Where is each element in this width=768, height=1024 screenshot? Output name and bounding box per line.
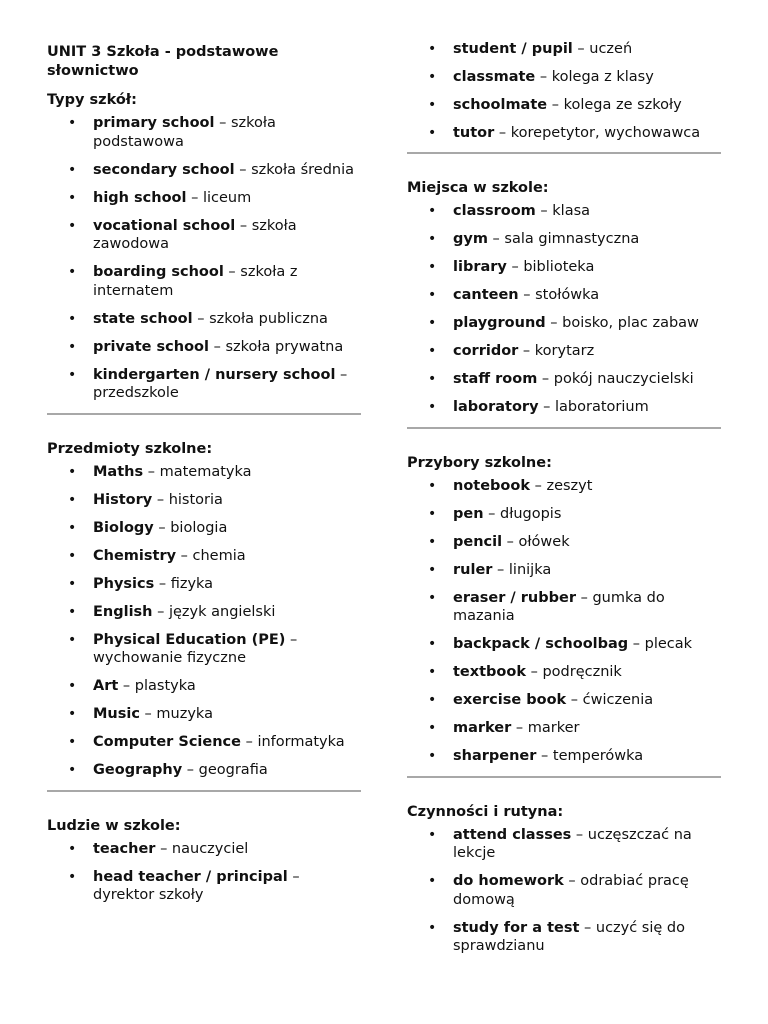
- vocab-translation: – ćwiczenia: [566, 692, 654, 708]
- vocab-term: Physical Education (PE): [93, 631, 286, 648]
- section-people: [47, 817, 361, 905]
- vocab-item: [407, 826, 721, 863]
- vocab-item: [407, 96, 721, 115]
- section-divider: [407, 427, 721, 429]
- vocab-translation: – szkoła podstawowa: [93, 115, 276, 150]
- vocab-list: [407, 202, 721, 417]
- vocab-term: canteen: [453, 287, 519, 303]
- vocab-term: corridor: [453, 343, 519, 359]
- left-column: [47, 40, 361, 914]
- vocab-term: English: [93, 603, 153, 620]
- vocab-item: [407, 314, 721, 333]
- vocab-translation: – szkoła publiczna: [192, 310, 328, 327]
- vocab-item: [407, 477, 721, 496]
- vocab-item: [47, 189, 361, 208]
- section-divider: [47, 790, 361, 792]
- vocab-item: [47, 114, 361, 151]
- vocab-translation: – podręcznik: [526, 664, 622, 680]
- vocab-term: student / pupil: [453, 41, 573, 57]
- vocab-item: [407, 533, 721, 552]
- vocab-translation: – gumka do mazania: [453, 589, 665, 624]
- vocab-item: [407, 635, 721, 654]
- section-title: Miejsca w szkole:: [407, 180, 549, 196]
- vocab-term: Geography: [93, 762, 183, 778]
- vocab-term: do homework: [453, 873, 564, 889]
- vocab-term: primary school: [93, 115, 215, 131]
- section-divider: [407, 776, 721, 778]
- vocab-translation: – biblioteka: [506, 259, 595, 275]
- vocab-translation: – fizyka: [154, 575, 214, 592]
- vocab-term: Maths: [93, 463, 144, 480]
- vocab-term: eraser / rubber: [453, 589, 576, 606]
- section-title: Ludzie w szkole:: [47, 817, 181, 834]
- vocab-term: ruler: [453, 561, 493, 578]
- vocab-term: head teacher / principal: [93, 868, 288, 885]
- vocab-translation: – zeszyt: [530, 477, 593, 494]
- vocab-item: [47, 366, 361, 403]
- vocab-translation: – liceum: [186, 189, 252, 206]
- vocab-term: library: [453, 259, 507, 275]
- vocab-term: state school: [93, 310, 193, 327]
- section-title: Przedmioty szkolne:: [47, 440, 213, 457]
- vocab-item: [47, 705, 361, 724]
- vocab-term: Music: [93, 706, 140, 722]
- vocab-item: [407, 286, 721, 305]
- section-places: [407, 179, 721, 417]
- vocab-term: classmate: [453, 69, 536, 85]
- vocab-translation: – ołówek: [502, 533, 570, 550]
- unit-title: UNIT 3 Szkoła - podstawowe słownictwo: [47, 44, 279, 79]
- vocab-translation: – pokój nauczycielski: [537, 371, 694, 387]
- vocab-translation: – historia: [152, 491, 223, 508]
- vocab-translation: – plecak: [628, 636, 693, 652]
- vocab-item: [47, 519, 361, 538]
- vocab-term: gym: [453, 231, 488, 247]
- vocab-item: [47, 840, 361, 859]
- section-title: Typy szkół:: [47, 92, 137, 108]
- vocab-term: Chemistry: [93, 547, 177, 564]
- vocab-term: high school: [93, 189, 187, 206]
- vocab-term: pen: [453, 505, 484, 522]
- vocab-translation: – geografia: [182, 762, 268, 778]
- vocab-translation: – odrabiać pracę domową: [453, 873, 689, 908]
- vocab-item: [47, 547, 361, 566]
- vocab-term: secondary school: [93, 161, 235, 178]
- vocab-translation: – klasa: [535, 203, 591, 219]
- vocab-term: textbook: [453, 664, 526, 680]
- vocab-item: [407, 202, 721, 221]
- vocab-translation: – kolega ze szkoły: [547, 97, 682, 113]
- vocab-item: [407, 719, 721, 738]
- vocab-item: [47, 677, 361, 696]
- vocab-term: staff room: [453, 371, 538, 387]
- vocab-item: [407, 342, 721, 361]
- vocab-term: kindergarten / nursery school: [93, 366, 336, 383]
- vocab-item: [47, 338, 361, 357]
- vocab-term: private school: [93, 338, 209, 355]
- vocab-translation: – kolega z klasy: [535, 69, 654, 85]
- vocab-item: [47, 310, 361, 329]
- vocab-item: [407, 589, 721, 626]
- section-routine: [407, 803, 721, 956]
- section-title: Czynności i rutyna:: [407, 803, 564, 820]
- vocab-item: [47, 161, 361, 180]
- vocab-item: [47, 631, 361, 668]
- vocab-translation: – boisko, plac zabaw: [545, 315, 699, 331]
- vocab-translation: – laboratorium: [538, 399, 649, 415]
- vocab-term: schoolmate: [453, 97, 548, 113]
- vocab-term: Computer Science: [93, 734, 241, 750]
- vocab-translation: – muzyka: [139, 706, 213, 722]
- vocab-translation: – uczęszczać na lekcje: [453, 826, 692, 861]
- section-divider: [407, 152, 721, 154]
- section-title: Przybory szkolne:: [407, 454, 552, 471]
- vocab-term: study for a test: [453, 919, 580, 936]
- vocab-item: [47, 761, 361, 780]
- vocab-translation: – sala gimnastyczna: [487, 231, 640, 247]
- vocab-item: [407, 872, 721, 909]
- vocab-item: [407, 747, 721, 766]
- vocab-translation: – uczeń: [572, 41, 633, 57]
- vocab-term: Art: [93, 678, 119, 694]
- vocab-item: [47, 217, 361, 254]
- vocab-translation: – język angielski: [152, 603, 276, 620]
- vocab-translation: – szkoła z internatem: [93, 264, 298, 299]
- vocab-term: Biology: [93, 519, 154, 536]
- vocab-item: [407, 663, 721, 682]
- vocab-item: [47, 263, 361, 300]
- vocab-item: [47, 463, 361, 482]
- vocab-translation: – korepetytor, wychowawca: [494, 125, 701, 141]
- vocab-item: [407, 40, 721, 59]
- vocab-translation: – korytarz: [518, 343, 595, 359]
- vocab-term: vocational school: [93, 217, 236, 234]
- vocab-list: [47, 463, 361, 780]
- vocab-translation: – chemia: [176, 547, 246, 564]
- vocab-term: notebook: [453, 477, 530, 494]
- vocab-item: [407, 370, 721, 389]
- vocab-translation: – temperówka: [536, 748, 644, 764]
- vocab-term: tutor: [453, 125, 495, 141]
- vocab-item: [47, 868, 361, 905]
- vocab-term: backpack / schoolbag: [453, 636, 629, 652]
- vocab-item: [407, 258, 721, 277]
- vocab-term: Physics: [93, 575, 155, 592]
- section-divider: [47, 413, 361, 415]
- vocab-translation: – dyrektor szkoły: [93, 868, 300, 903]
- vocab-item: [407, 68, 721, 87]
- vocab-translation: – przedszkole: [93, 366, 348, 401]
- section-school-types: [47, 91, 361, 403]
- vocab-translation: – marker: [511, 720, 580, 736]
- vocab-item: [407, 919, 721, 956]
- vocab-translation: – stołówka: [518, 287, 600, 303]
- vocab-term: boarding school: [93, 264, 224, 280]
- vocab-list: [47, 840, 361, 905]
- vocab-translation: – szkoła średnia: [234, 161, 355, 178]
- vocab-translation: – biologia: [153, 519, 228, 536]
- right-column: [407, 40, 721, 965]
- vocab-item: [407, 230, 721, 249]
- vocab-item: [47, 491, 361, 510]
- vocab-translation: – plastyka: [118, 678, 196, 694]
- vocab-translation: – szkoła zawodowa: [93, 217, 297, 252]
- vocab-translation: – informatyka: [240, 734, 345, 750]
- vocab-term: marker: [453, 720, 512, 736]
- section-subjects: [47, 440, 361, 780]
- vocab-term: teacher: [93, 840, 156, 857]
- vocab-item: [407, 691, 721, 710]
- vocab-term: classroom: [453, 203, 536, 219]
- vocab-item: [407, 124, 721, 143]
- vocab-translation: – matematyka: [143, 463, 252, 480]
- section-supplies: [407, 454, 721, 766]
- vocab-item: [47, 603, 361, 622]
- vocab-translation: – długopis: [483, 505, 562, 522]
- vocab-term: playground: [453, 315, 546, 331]
- vocab-term: exercise book: [453, 692, 567, 708]
- vocab-item: [407, 505, 721, 524]
- vocab-item: [407, 398, 721, 417]
- vocab-item: [47, 733, 361, 752]
- vocab-translation: – linijka: [492, 561, 552, 578]
- vocab-translation: – uczyć się do sprawdzianu: [453, 919, 685, 954]
- vocab-term: pencil: [453, 533, 503, 550]
- vocab-list: [407, 826, 721, 956]
- vocab-translation: – nauczyciel: [155, 840, 249, 857]
- vocab-item: [47, 575, 361, 594]
- vocab-translation: – wychowanie fizyczne: [93, 631, 298, 666]
- vocab-term: laboratory: [453, 399, 539, 415]
- vocab-list: [407, 40, 721, 143]
- vocab-term: sharpener: [453, 748, 537, 764]
- vocab-list: [47, 114, 361, 403]
- vocab-list: [407, 477, 721, 766]
- vocab-term: History: [93, 491, 153, 508]
- vocab-item: [407, 561, 721, 580]
- vocab-term: attend classes: [453, 826, 572, 843]
- vocab-translation: – szkoła prywatna: [209, 338, 344, 355]
